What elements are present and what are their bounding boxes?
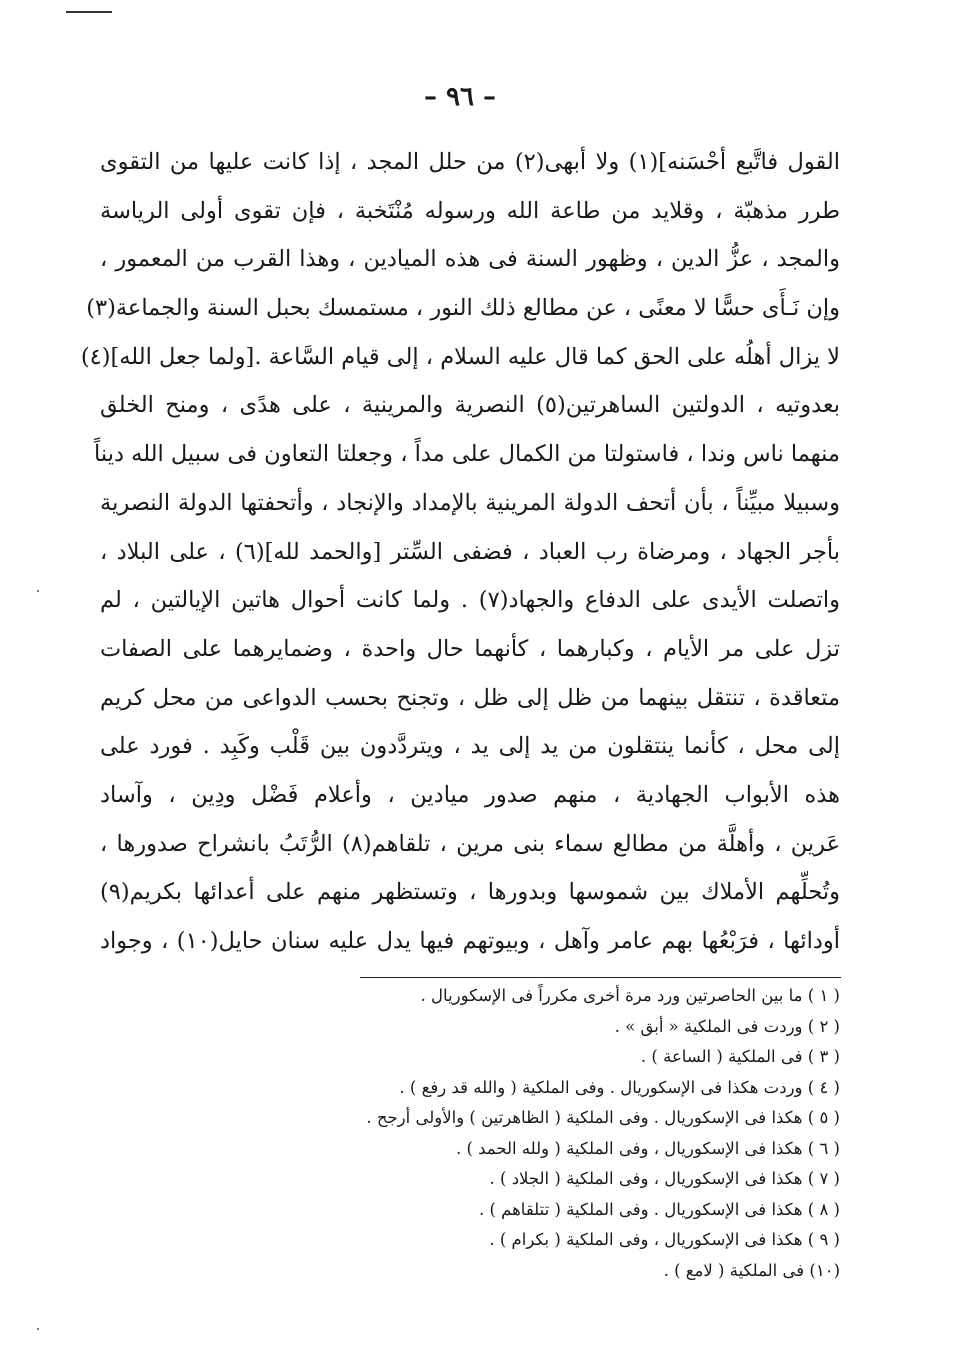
top-left-rule: [66, 11, 112, 13]
footnote: ( ٢ ) وردت فى الملكية « أبق » .: [614, 1016, 840, 1036]
footnote: ( ٧ ) هكذا فى الإسكوريال ، وفى الملكية ( الجلاد ) .: [489, 1169, 840, 1188]
footnotes: [200, 982, 840, 1287]
main-text: [80, 140, 841, 968]
text-line: إلى محل ، كأنما ينتقلون من يد إلى يد ، ويتردَّدون بين قَلْب وكَبِد . فورد على: [100, 733, 840, 760]
text-line: هذه الأبواب الجهادية ، منهم صدور ميادين ، وأعلام فَضْل ودِين ، وآساد: [100, 781, 840, 808]
text-line: وإن نَـأَى حسًّا لا معنًى ، عن مطالع ذلك النور ، مستمسك بحبل السنة والجماعة(٣): [86, 295, 840, 322]
text-line: طرر مذهبّة ، وقلايد من طاعة الله ورسوله مُنْتَخبة ، فإن تقوى أولى الرياسة: [100, 197, 840, 224]
page-number: – ٩٦ –: [423, 82, 497, 112]
margin-speck: [37, 1328, 39, 1330]
text-line: أودائها ، فرَبْعُها بهم عامر وآهل ، وبيوتهم فيها يدل عليه سنان حايل(١٠) ، وجواد: [100, 928, 840, 954]
footnote: (١٠) فى الملكية ( لامع ) .: [663, 1260, 840, 1280]
footnote: ( ٨ ) هكذا فى الإسكوريال . وفى الملكية ( تتلقاهم ) .: [478, 1199, 840, 1219]
footnote: ( ١ ) ما بين الحاصرتين ورد مرة أخرى مكرراً فى الإسكوريال .: [420, 986, 840, 1005]
text-line: القول فاتَّبع أحْسَنه](١) ولا أبهى(٢) من حلل المجد ، إذا كانت عليها من التقوى: [100, 149, 841, 175]
text-line: بعدوتيه ، الدولتين الساهرتين(٥) النصرية والمرينية ، على هدًى ، ومنح الخلق: [100, 392, 840, 419]
text-line: منهما ناس وندا ، فاستولتا من الكمال على مداً ، وجعلتا التعاون فى سبيل الله ديناً: [94, 441, 840, 468]
footnote: ( ٣ ) فى الملكية ( الساعة ) .: [640, 1047, 840, 1066]
text-line: وسبيلا مبيِّناً ، بأن أتحف الدولة المرينية بالإمداد والإنجاد ، وأتحفتها الدولة النصرية: [100, 489, 840, 516]
footnote: ( ٥ ) هكذا فى الإسكوريال . وفى الملكية ( الظاهرتين ) والأولى أرجح .: [366, 1108, 840, 1127]
margin-speck: [37, 590, 39, 592]
text-line: وتُحلِّهم الأملاك بين شموسها وبدورها ، وتستظهر منهم على أعدائها بكريم(٩): [100, 879, 840, 906]
text-line: والمجد ، عزُّ الدين ، وظهور السنة فى هذه الميادين ، وهذا القرب من المعمور ،: [100, 246, 840, 273]
text-line: عَرين ، وأهلَّة من مطالع سماء بنى مرين ، تلقاهم(٨) الرُّتَبُ بانشراح صدورها ،: [100, 830, 840, 857]
text-line: واتصلت الأيدى على الدفاع والجهاد(٧) . ولما كانت أحوال هاتين الإيالتين ، لم: [100, 587, 840, 614]
text-line: بأجر الجهاد ، ومرضاة رب العباد ، فضفى السِّتر [والحمد لله](٦) ، على البلاد ،: [100, 538, 840, 565]
footnote-divider: [360, 977, 841, 978]
text-line: تزل على مر الأيام ، وكبارهما ، كأنهما حال واحدة ، وضمايرهما على الصفات: [100, 635, 840, 662]
text-line: متعاقدة ، تنتقل بينهما من ظل إلى ظل ، وتجنح بحسب الدواعى من محل كريم: [100, 684, 840, 711]
footnote: ( ٩ ) هكذا فى الإسكوريال ، وفى الملكية ( بكرام ) .: [489, 1230, 840, 1249]
text-line: لا يزال أهلُه على الحق كما قال عليه السلام ، إلى قيام السَّاعة .[ولما جعل الله](٤): [80, 343, 840, 370]
footnote: ( ٤ ) وردت هكذا فى الإسكوريال . وفى الملكية ( والله قد رفع ) .: [399, 1077, 840, 1097]
footnote: ( ٦ ) هكذا فى الإسكوريال ، وفى الملكية ( ولله الحمد ) .: [455, 1138, 840, 1158]
